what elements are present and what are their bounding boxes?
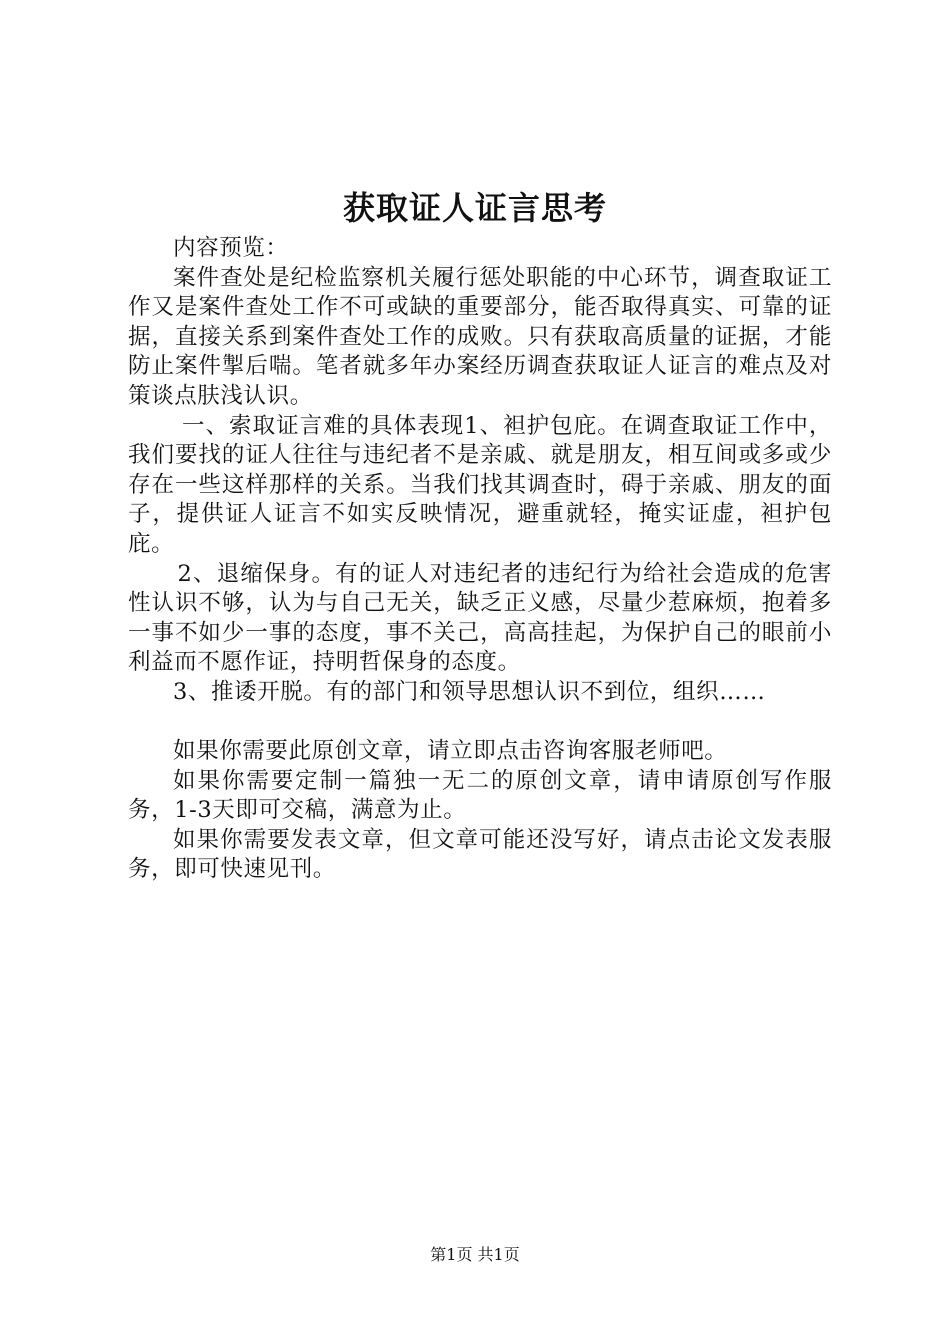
page-number: 第1页 共1页 [430,1245,520,1264]
document-body [128,234,832,885]
preview-label: 内容预览： [173,235,289,261]
promo-consult-link[interactable]: 如果你需要此原创文章，请立即点击咨询客服老师吧。 [173,738,728,765]
paragraph-section-one: 一、索取证言难的具体表现1、袒护包庇。在调查取证工作中，我们要找的证人往往与违纪者不是亲戚、就是朋友，相互间或多或少存在一些这样那样的关系。当我们找其调查时，碍于亲戚、朋友的面子，提供证人证言不如实反映情况，避重就轻，掩实证虚，袒护包庇。 [128,412,832,557]
document-title: 获取证人证言思考 [342,189,607,227]
paragraph-intro: 案件查处是纪检监察机关履行惩处职能的中心环节，调查取证工作又是案件查处工作不可或缺的重要部分，能否取得真实、可靠的证据，直接关系到案件查处工作的成败。只有获取高质量的证据，才能防止案件掣后喘。笔者就多年办案经历调查获取证人证言的难点及对策谈点肤浅认识。 [128,264,832,409]
paragraph-point-two: 2、退缩保身。有的证人对违纪者的违纪行为给社会造成的危害性认识不够，认为与自己无关，缺乏正义感，尽量少惹麻烦，抱着多一事不如少一事的态度，事不关己，高高挂起，为保护自己的眼前小利益而不愿作证，持明哲保身的态度。 [128,560,832,676]
promo-publish-link[interactable]: 如果你需要发表文章，但文章可能还没写好，请点击论文发表服务，即可快速见刊。 [128,826,832,883]
promo-custom-writing-link[interactable]: 如果你需要定制一篇独一无二的原创文章，请申请原创写作服务，1-3天即可交稿，满意为止。 [128,767,832,824]
paragraph-point-three: 3、推诿开脱。有的部门和领导思想认识不到位，组织…… [173,678,766,705]
section-spacer [128,708,832,738]
